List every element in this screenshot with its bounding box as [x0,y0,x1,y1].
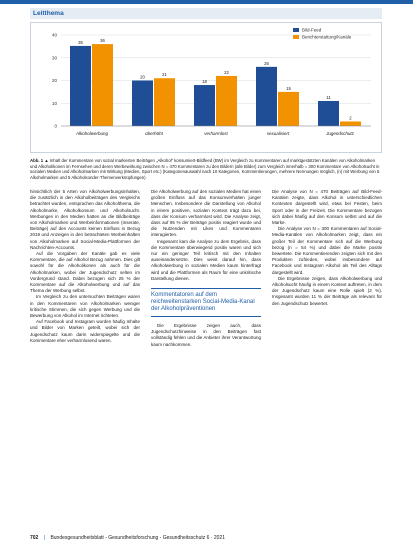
paragraph: Die Analyse von N = 470 Beiträgen auf Bild-Feed-Kanälen zeigte, dass Alkohol in unterschiedlichen Kontexten dargestellt wird, etwa bei Festen, beim Sport oder in der Freizeit. Die Kommentare bezogen sich dabei häufig auf den Konsum selbst und auf die Marke. [272,189,382,226]
bar-value-label: 35 [78,39,83,45]
bar [278,92,299,126]
paragraph: Die Alkoholwerbung auf den sozialen Medien hat einen großen Einfluss auf das Konsumverhalten junger Menschen. Insbesondere die Darstellung von Alkohol in einem positiven, sozialen Kontext trägt dazu bei, dass der Konsum verharmlost wird. Die Analyse zeigt, dass auf 95 % der Beiträge positiv reagiert wurde und die Nutzenden mit Likes und Kommentaren interagierten. [151,189,261,238]
paragraph: Auf die Vorgaben der Kanäle gab es viele Kommentare, die auf Alkohol Bezug nahmen. Dies gilt sowohl für die Alkoholikonen als auch für die Alkoholmarken, wobei der Jugendschutz selten im Vordergrund stand. Dabei bezogen sich 25 % der Kommentare auf die Alkoholwerbung und auf das Thema der Werbung selbst. [30,251,140,294]
legend-label: Berichterstattung/Kanäle [302,34,352,40]
paragraph: Im Vergleich zu den untersuchten Beiträgen waren in den Kommentaren von Alkoholmarken weniger kritische Stimmen, die sich gegen Werbung und die Bewerbung von Alkohol im Internet richteten. [30,294,140,319]
bar-value-label: 18 [202,79,207,85]
text-column-3 [272,189,382,307]
bar-value-label: 11 [326,94,331,100]
paragraph: Die Ergebnisse zeigen auch, dass Jugendschutzhinweise in den Beiträgen fast vollständig fehlen und die Anbieter ihrer Verantwortung kaum nachkommen. [151,323,261,347]
paragraph: Auf Facebook und Instagram wurden häufig Inhalte und Bilder von Marken geteilt, wobei sich der Jugendschutz kaum darin widerspiegelte und die Kommentare eher verharmlosend waren. [30,319,140,343]
y-tick-label: 0 [54,123,57,129]
bar [340,121,361,126]
y-tick-label: 20 [51,78,57,83]
category-label: verharmlost [204,131,228,136]
y-tick-label: 30 [51,55,57,61]
y-tick-label: 10 [51,100,57,106]
category-label: Jugendschutz [326,131,354,136]
caption-text: ▲ Inhalt der Kommentare von sozial markierten Beiträgen „Alkohol“ konsumiert-Bildfeed (BW) im Vergleich zu Kommentaren auf marktgestützten Kanälen von Alkoholmarken und Alkoholikonen im Fernsehen und deren Werbewirkung zwischen N = 470 Kommentaren zu den Bildern (alle Bilder) zum Vergleich innerhalb = 300 Kommentare von Alkoholsucht in sozialen Medien und Alkoholmarken mit Wirkung (Medien, Sport etc.) (Kategorienauswahl nach 10 Kategorien, Kommentierungen, mehrere Nennungen möglich, (n) mit Werbung von 5 Alkoholmarken und 5 Alkoholsonder-Themenverknüpfungen) [30,158,380,180]
pull-quote: Kommentatoren auf dem reichweitenstarken Social-Media-Kanal der Alkoholpräventionen [151,288,261,317]
category-label: überhöht [145,131,163,136]
category-label: sexualisiert [266,131,290,136]
bar [154,78,175,126]
page-footer [30,535,382,542]
bar-value-label: 2 [349,115,352,121]
bar [194,85,215,126]
bar [318,101,339,126]
bar [256,67,277,126]
bar-value-label: 21 [162,72,167,78]
bar [216,76,237,126]
figure-frame [30,22,382,153]
text-column-1 [30,189,140,344]
text-column-2 [151,189,261,348]
page-number: 702 [30,535,39,541]
footer-text: Bundesgesundheitsblatt - Gesundheitsforschung - Gesundheitsschutz 6 · 2021 [50,535,225,541]
section-label: Leitthema [30,8,382,19]
bar [70,46,91,126]
y-tick-label: 40 [51,32,57,38]
bar [132,81,153,127]
bar [92,44,113,126]
paragraph: Insgesamt kam die Analyse zu dem Ergebnis, dass die Kommentare überwiegend positiv waren und sich nur ein geringer Teil kritisch mit den Inhalten auseinandersetzte. Dies weist darauf hin, dass Alkoholwerbung in sozialen Medien kaum hinterfragt wird und die Plattformen als Raum für eine unkritische Darstellung dienen. [151,238,261,281]
caption-lead: Abb. 1 [30,158,44,163]
legend-swatch [293,28,299,32]
figure-caption [30,158,382,180]
paragraph: hinsichtlich der 5 Arten von Alkoholwerbungsinhalten, die zusätzlich in den Alkoholbeiträgen des Vergleichs betrachtet wurden, entsprachen das Alkoholthema, die Alkoholmarke, Alkoholkonsum und Alkoholsucht. Werbungen in den Medien hatten an die Bildbeiträge von Alkoholmarken und Werbeinformationen (Inserate, Beiträge) auf den Accounts keinen Einfluss in Bezug 2019 und Anzeigen in den betrachteten Werbeinhalten von Alkoholmarken auf Social-Media-Plattformen der Nachrichten-Accounts. [30,189,140,250]
bar-value-label: 36 [100,38,105,44]
paragraph: Die Analyse von N = 300 Kommentaren auf Social-Media-Kanälen von Alkoholmarken zeigt, dass ein großer Teil der Kommentare sich auf die Werbung bezog (n = 54 %) und dabei die Marke positiv bewertete. Die Kommentierenden zeigten sich mit den Produkten zufrieden, wobei insbesondere auf Facebook und Instagram Alkohol als Teil des Alltags dargestellt wird. [272,226,382,275]
footer-separator: | [43,535,46,541]
bar-chart [31,23,381,152]
paragraph: Die Ergebnisse zeigen, dass Alkoholwerbung und Alkoholsucht häufig in einem Kontext auftreten, in dem der Jugendschutz kaum eine Rolle spielt (2 %). Insgesamt wurden 11 % der Beiträge als relevant für den Jugendschutz bewertet. [272,275,382,306]
bar-value-label: 15 [286,85,291,91]
category-label: Alkoholwerbung [75,131,109,136]
bar-value-label: 26 [264,60,269,66]
bar-value-label: 22 [224,69,229,75]
legend-swatch [293,35,299,39]
header-rule [0,0,413,4]
legend-label: Bild-Feed [302,27,322,33]
bar-value-label: 20 [140,74,145,80]
